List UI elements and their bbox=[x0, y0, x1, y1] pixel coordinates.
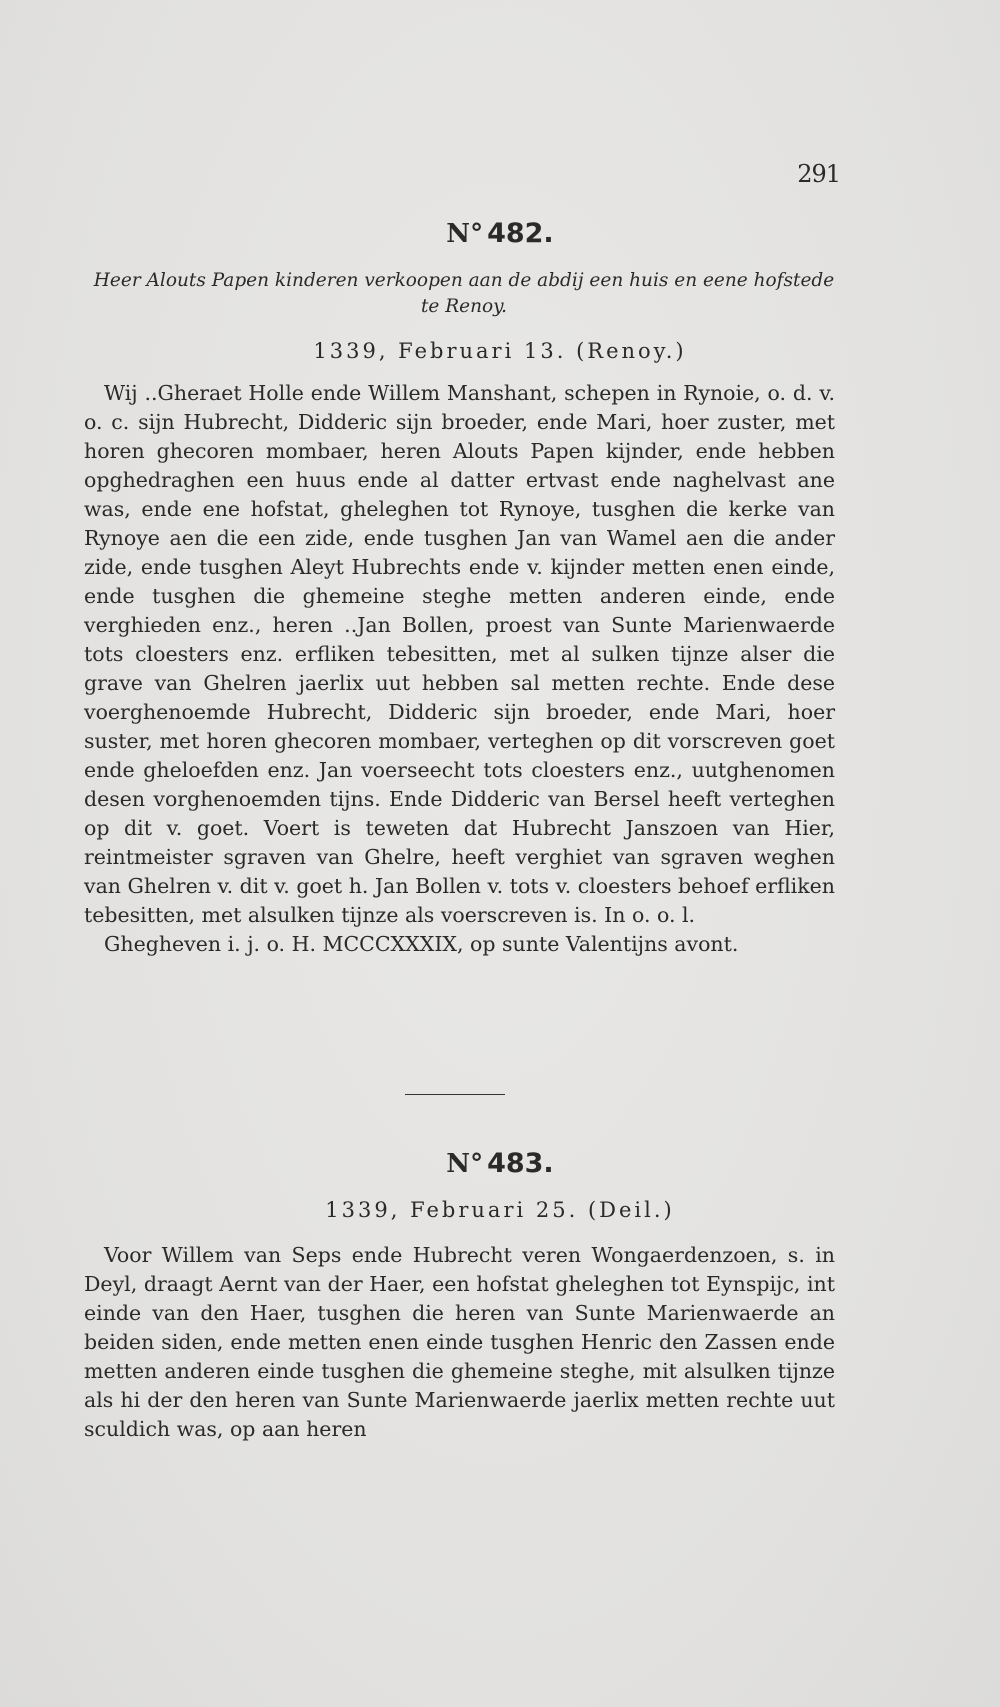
section-divider bbox=[405, 1094, 505, 1095]
page-number: 291 bbox=[797, 160, 840, 188]
document-heading-482 bbox=[0, 218, 1000, 249]
body-paragraph: Voor Willem van Seps ende Hubrecht veren Wongaerdenzoen, s. in Deyl, draagt Aernt van der Haer, een hofstat gheleghen tot Eynspijc, int einde van den Haer, tusghen die heren van Sunte Marienwaerde an beiden siden, ende metten enen einde tusghen Henric den Zassen ende metten anderen einde tusghen die ghemeine steghe, mit alsulken tijnze als hi der den heren van Sunte Marienwaerde jaerlix metten rechte uut sculdich was, op aan heren bbox=[84, 1243, 835, 1441]
document-regest-482: Heer Alouts Papen kinderen verkoopen aan de abdij een huis en eene hofstede te Renoy. bbox=[93, 270, 835, 317]
document-date-483: 1339, Februari 25. (Deil.) bbox=[325, 1198, 675, 1222]
document-date-482: 1339, Februari 13. (Renoy.) bbox=[313, 339, 687, 363]
heading-prefix: N° bbox=[446, 1149, 484, 1179]
closing-paragraph: Ghegheven i. j. o. H. MCCCXXXIX, op sunte Valentijns avont. bbox=[104, 932, 739, 956]
document-body-483 bbox=[84, 1241, 835, 1444]
document-heading-483 bbox=[0, 1148, 1000, 1179]
heading-number: 482. bbox=[487, 218, 554, 249]
body-paragraph: Wij ..Gheraet Holle ende Willem Manshant, schepen in Rynoie, o. d. v. o. c. sijn Hubrecht, Didderic sijn broeder, ende Mari, hoer zuster, met horen ghecoren mombaer, heren Alouts Papen kijnder, ende hebben opghedraghen een huus ende al datter ertvast ende naghelvast ane was, ende ene hofstat, gheleghen tot Rynoye, tusghen die kerke van Rynoye aen die een zide, ende tusghen Jan van Wamel aen die ander zide, ende tusghen Aleyt Hubrechts ende v. kijnder metten enen einde, ende tusghen die ghemeine steghe metten anderen einde, ende verghieden enz., heren ..Jan Bollen, proest van Sunte Marienwaerde tots cloesters enz. erfliken tebesitten, met al sulken tijnze alser die grave van Ghelren jaerlix uut hebben sal metten rechte. Ende dese voerghenoemde Hubrecht, Didderic sijn broeder, ende Mari, hoer suster, met horen ghecoren mombaer, verteghen op dit vorscreven goet ende gheloefden enz. Jan voerseecht tots cloesters enz., uutghenomen desen vorghenoemden tijns. Ende Didderic van Bersel heeft verteghen op dit v. goet. Voert is teweten dat Hubrecht Janszoen van Hier, reintmeister sgraven van Ghelre, heeft verghiet van sgraven weghen van Ghelren v. dit v. goet h. Jan Bollen v. tots v. cloesters behoef erfliken tebesitten, met alsulken tijnze als voerscreven is. In o. o. l. bbox=[84, 381, 835, 927]
document-body-482 bbox=[84, 379, 835, 959]
heading-number: 483. bbox=[487, 1148, 554, 1179]
heading-prefix: N° bbox=[446, 219, 484, 249]
